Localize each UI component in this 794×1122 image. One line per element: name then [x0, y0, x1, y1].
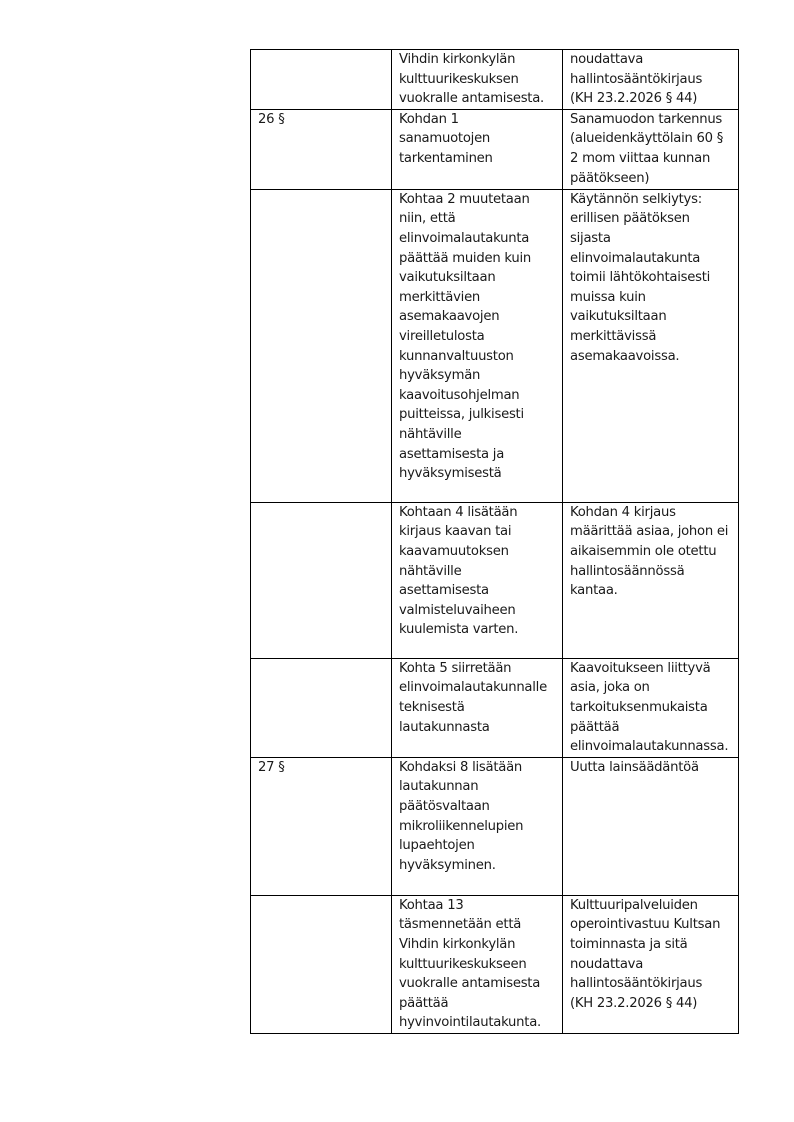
cell-text-line: mikroliikennelupien	[399, 818, 524, 834]
cell-text-line: päätökseen)	[570, 170, 650, 186]
cell-text-line: asemakaavoissa.	[570, 348, 680, 364]
reason-cell	[563, 895, 739, 1033]
cell-text-line: Kohdan 4 kirjaus	[570, 504, 676, 520]
cell-text-line: asettamisesta	[399, 583, 489, 599]
section-cell	[251, 50, 392, 110]
cell-text-line: lautakunnasta	[399, 719, 490, 735]
cell-text-line: asemakaavojen	[399, 309, 500, 325]
cell-text-line: Sanamuodon tarkennus	[570, 111, 723, 127]
section-cell	[251, 658, 392, 757]
cell-text-line: elinvoimalautakunnassa.	[570, 739, 729, 755]
cell-text-line: lupaehtojen	[399, 838, 475, 854]
reason-cell	[563, 109, 739, 189]
section-label: 27 §	[258, 759, 285, 775]
change-cell	[392, 658, 563, 757]
cell-text-line: hallintosääntökirjaus	[570, 976, 703, 992]
cell-text-line: toimii lähtökohtaisesti	[570, 270, 711, 286]
section-cell	[251, 757, 392, 895]
cell-text-line: niin, että	[399, 211, 456, 227]
change-cell	[392, 502, 563, 658]
section-cell	[251, 109, 392, 189]
section-label: 26 §	[258, 111, 285, 127]
cell-text-line: vireilletulosta	[399, 328, 485, 344]
cell-text-line: vaikutuksiltaan	[570, 309, 667, 325]
cell-text-line: muissa kuin	[570, 289, 646, 305]
cell-text-line: Kaavoitukseen liittyvä	[570, 660, 711, 676]
reason-cell	[563, 658, 739, 757]
cell-text-line: (KH 23.2.2026 § 44)	[570, 91, 698, 107]
cell-text-line: kantaa.	[570, 583, 618, 599]
table-row	[251, 895, 739, 1033]
cell-text-line: kaavamuutoksen	[399, 543, 509, 559]
cell-text-line: hyväksymisestä	[399, 466, 502, 482]
cell-text-line: Kohdaksi 8 lisätään	[399, 759, 523, 775]
table-row	[251, 658, 739, 757]
cell-text-line: päättää	[570, 719, 620, 735]
cell-text-line: merkittävissä	[570, 328, 657, 344]
cell-text-line: tarkoituksenmukaista	[570, 699, 708, 715]
cell-text-line: sijasta	[570, 230, 611, 246]
cell-text-line: hyväksymän	[399, 368, 481, 384]
cell-text-line: Kohtaan 4 lisätään	[399, 504, 518, 520]
cell-text-line: Vihdin kirkonkylän	[399, 936, 516, 952]
change-cell	[392, 189, 563, 502]
cell-text-line: Kulttuuripalveluiden	[570, 897, 698, 913]
cell-text-line: kaavoitusohjelman	[399, 387, 520, 403]
cell-text-line: täsmennetään että	[399, 917, 522, 933]
table-body	[251, 50, 739, 1034]
cell-text-line: Kohdan 1	[399, 111, 459, 127]
cell-text-line: noudattava	[570, 52, 644, 67]
cell-text-line: vaikutuksiltaan	[399, 270, 496, 286]
cell-text-line: Kohtaa 13	[399, 897, 464, 913]
cell-text-line: hyvinvointilautakunta.	[399, 1015, 541, 1031]
change-cell	[392, 895, 563, 1033]
table-row	[251, 757, 739, 895]
cell-text-line: noudattava	[570, 956, 644, 972]
cell-text-line: elinvoimalautakunta	[570, 250, 701, 266]
cell-text-line: (KH 23.2.2026 § 44)	[570, 995, 698, 1011]
cell-text-line: tarkentaminen	[399, 150, 493, 166]
reason-cell	[563, 50, 739, 110]
cell-text-line: kirjaus kaavan tai	[399, 524, 512, 540]
cell-text-line: merkittävien	[399, 289, 481, 305]
cell-text-line: lautakunnan	[399, 779, 479, 795]
cell-text-line: Käytännön selkiytys:	[570, 191, 702, 207]
cell-text-line: asettamisesta ja	[399, 446, 505, 462]
cell-text-line: elinvoimalautakunta	[399, 230, 530, 246]
cell-text-line: hyväksyminen.	[399, 857, 496, 873]
cell-text-line: nähtäville	[399, 563, 462, 579]
cell-text-line: Vihdin kirkonkylän	[399, 52, 516, 67]
change-cell	[392, 109, 563, 189]
section-cell	[251, 502, 392, 658]
change-cell	[392, 50, 563, 110]
section-cell	[251, 895, 392, 1033]
cell-text-line: operointivastuu Kultsan	[570, 917, 721, 933]
reason-cell	[563, 189, 739, 502]
cell-text-line: päättää muiden kuin	[399, 250, 531, 266]
cell-text-line: valmisteluvaiheen	[399, 602, 516, 618]
cell-text-line: nähtäville	[399, 426, 462, 442]
cell-text-line: Kohta 5 siirretään	[399, 660, 512, 676]
table-row	[251, 109, 739, 189]
cell-text-line: teknisestä	[399, 699, 465, 715]
cell-text-line: sanamuotojen	[399, 131, 491, 147]
cell-text-line: vuokralle antamisesta.	[399, 91, 545, 107]
cell-text-line: vuokralle antamisesta	[399, 976, 541, 992]
cell-text-line: asia, joka on	[570, 680, 650, 696]
cell-text-line: 2 mom viittaa kunnan	[570, 150, 711, 166]
cell-text-line: kulttuurikeskukseen	[399, 956, 527, 972]
cell-text-line: kuulemista varten.	[399, 622, 519, 638]
table-row	[251, 502, 739, 658]
cell-text-line: hallintosääntökirjaus	[570, 71, 703, 87]
cell-text-line: erillisen päätöksen	[570, 211, 690, 227]
cell-text-line: toiminnasta ja sitä	[570, 936, 688, 952]
reason-cell	[563, 757, 739, 895]
cell-text-line: puitteissa, julkisesti	[399, 407, 524, 423]
cell-text-line: kunnanvaltuuston	[399, 348, 514, 364]
amendments-table	[250, 49, 739, 1034]
reason-cell	[563, 502, 739, 658]
cell-text-line: (alueidenkäyttölain 60 §	[570, 131, 724, 147]
cell-text-line: määrittää asiaa, johon ei	[570, 524, 729, 540]
cell-text-line: hallintosäännössä	[570, 563, 685, 579]
cell-text-line: päättää	[399, 995, 449, 1011]
cell-text-line: Uutta lainsäädäntöä	[570, 759, 699, 775]
table-row	[251, 50, 739, 110]
cell-text-line: elinvoimalautakunnalle	[399, 680, 547, 696]
table-row	[251, 189, 739, 502]
cell-text-line: kulttuurikeskuksen	[399, 71, 519, 87]
cell-text-line: aikaisemmin ole otettu	[570, 543, 717, 559]
cell-text-line: Kohtaa 2 muutetaan	[399, 191, 530, 207]
section-cell	[251, 189, 392, 502]
cell-text-line: päätösvaltaan	[399, 798, 490, 814]
change-cell	[392, 757, 563, 895]
